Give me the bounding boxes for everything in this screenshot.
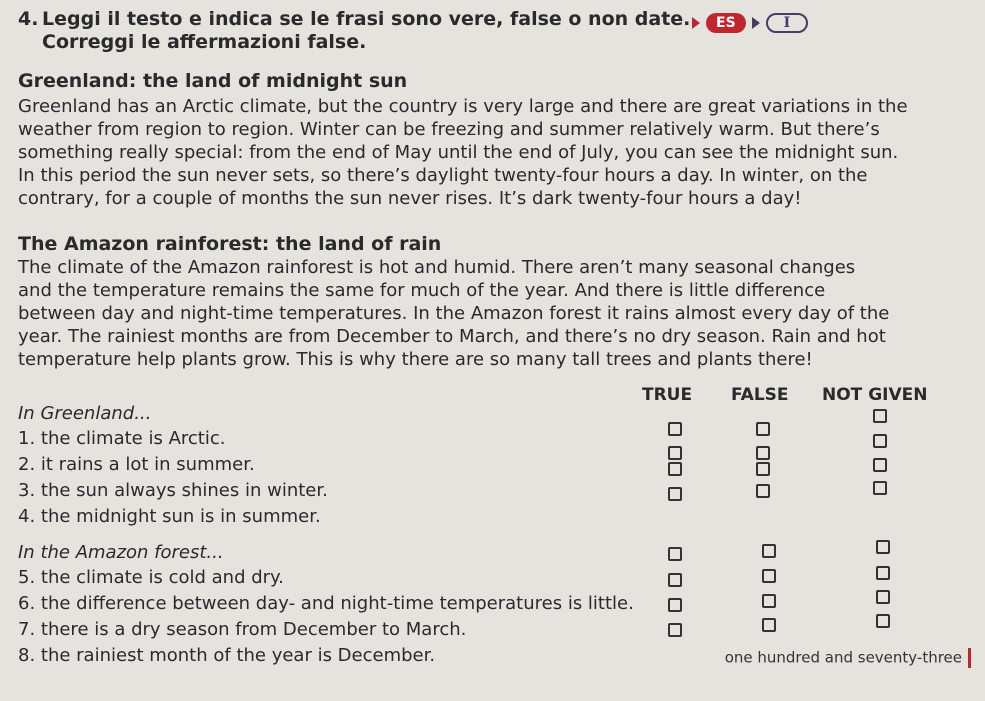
- statement-1: 1. the climate is Arctic.: [18, 428, 226, 449]
- statement-5: 5. the climate is cold and dry.: [18, 567, 284, 588]
- instruction-line-1: Leggi il testo e indica se le frasi sono vere, false o non date.: [42, 8, 691, 30]
- checkbox-not-given-7[interactable]: [876, 590, 890, 604]
- page-number-text: one hundred and seventy-three: [724, 648, 962, 667]
- es-tag: ES: [706, 13, 746, 33]
- statement-2: 2. it rains a lot in summer.: [18, 454, 255, 475]
- play-arrow-icon: [692, 17, 700, 29]
- checkbox-false-2[interactable]: [756, 446, 770, 460]
- statement-3: 3. the sun always shines in winter.: [18, 480, 328, 501]
- checkbox-true-8[interactable]: [668, 623, 682, 637]
- statement-7: 7. there is a dry season from December to March.: [18, 619, 467, 640]
- exercise-instruction: [18, 8, 690, 54]
- page-number: [725, 648, 971, 668]
- checkbox-true-2[interactable]: [668, 446, 682, 460]
- exercise-number: 4.: [18, 8, 39, 30]
- checkbox-not-given-4[interactable]: [873, 481, 887, 495]
- section1-title: Greenland: the land of midnight sun: [18, 70, 408, 92]
- checkbox-false-6[interactable]: [762, 569, 776, 583]
- checkbox-true-4[interactable]: [668, 487, 682, 501]
- group1-label: In Greenland...: [18, 403, 152, 424]
- checkbox-not-given-5[interactable]: [876, 540, 890, 554]
- text-line: temperature help plants grow. This is why there are so many tall trees and plants there!: [18, 349, 813, 370]
- text-line: and the temperature remains the same for much of the year. And there is little difference: [18, 280, 826, 301]
- checkbox-false-3[interactable]: [756, 462, 770, 476]
- checkbox-not-given-8[interactable]: [876, 614, 890, 628]
- checkbox-false-4[interactable]: [756, 484, 770, 498]
- checkbox-true-5[interactable]: [668, 547, 682, 561]
- text-line: The climate of the Amazon rainforest is hot and humid. There aren’t many seasonal changes: [18, 257, 856, 278]
- section1-text: [18, 95, 908, 210]
- instruction-line-2: Correggi le affermazioni false.: [42, 31, 367, 53]
- checkbox-true-1[interactable]: [668, 422, 682, 436]
- statement-4: 4. the midnight sun is in summer.: [18, 506, 321, 527]
- checkbox-false-8[interactable]: [762, 618, 776, 632]
- checkbox-not-given-1[interactable]: [873, 409, 887, 423]
- statement-6: 6. the difference between day- and night-time temperatures is little.: [18, 593, 634, 614]
- checkbox-not-given-6[interactable]: [876, 566, 890, 580]
- checkbox-true-3[interactable]: [668, 462, 682, 476]
- column-true: TRUE: [642, 385, 693, 405]
- checkbox-not-given-2[interactable]: [873, 434, 887, 448]
- checkbox-false-5[interactable]: [762, 544, 776, 558]
- text-line: something really special: from the end of May until the end of July, you can see the midnight sun.: [18, 142, 899, 163]
- column-false: FALSE: [731, 385, 789, 405]
- text-line: Greenland has an Arctic climate, but the country is very large and there are great variations in the: [18, 96, 908, 117]
- text-line: weather from region to region. Winter can be freezing and summer relatively warm. But there’s: [18, 119, 880, 140]
- exercise-tags: [692, 10, 808, 36]
- text-line: contrary, for a couple of months the sun never rises. It’s dark twenty-four hours a day!: [18, 188, 802, 209]
- checkbox-true-7[interactable]: [668, 598, 682, 612]
- statement-8: 8. the rainiest month of the year is December.: [18, 645, 436, 666]
- section2-text: [18, 256, 888, 371]
- text-line: between day and night-time temperatures. In the Amazon forest it rains almost every day of the: [18, 303, 890, 324]
- play-arrow-icon: [752, 17, 760, 29]
- section2-title: The Amazon rainforest: the land of rain: [18, 233, 442, 255]
- group2-label: In the Amazon forest...: [18, 542, 224, 563]
- checkbox-true-6[interactable]: [668, 573, 682, 587]
- text-line: In this period the sun never sets, so there’s daylight twenty-four hours a day. In winter, on the: [18, 165, 868, 186]
- page-marker: [968, 648, 971, 668]
- checkbox-not-given-3[interactable]: [873, 458, 887, 472]
- column-not-given: NOT GIVEN: [822, 385, 928, 405]
- checkbox-false-7[interactable]: [762, 594, 776, 608]
- checkbox-false-1[interactable]: [756, 422, 770, 436]
- i-tag: I: [766, 13, 809, 33]
- text-line: year. The rainiest months are from December to March, and there’s no dry season. Rain and hot: [18, 326, 886, 347]
